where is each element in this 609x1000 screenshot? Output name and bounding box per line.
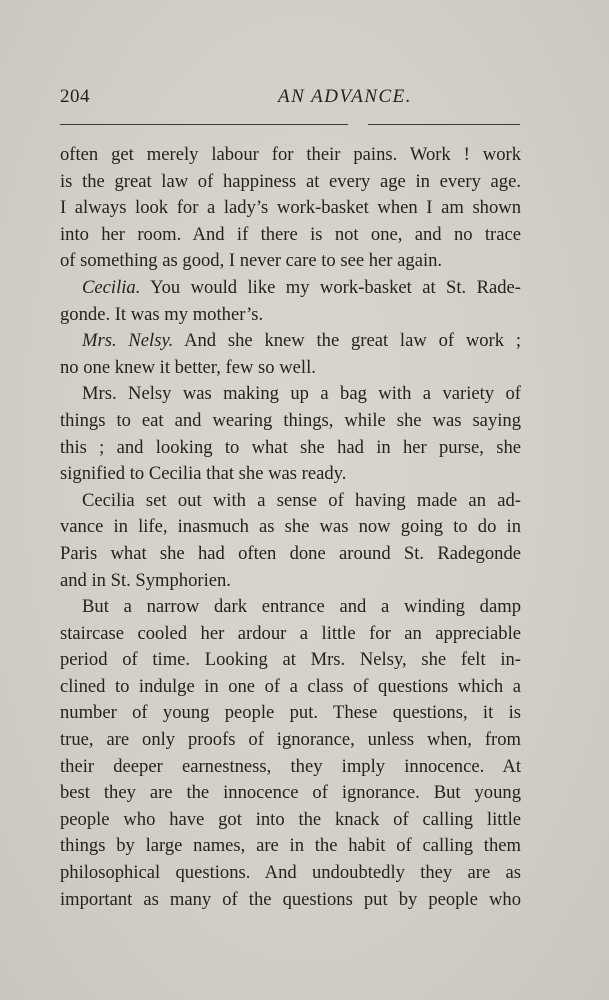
text-line: [60, 381, 521, 408]
line-text: often get merely labour for their pains. Work ! work: [60, 144, 521, 165]
text-line: [60, 195, 521, 222]
line-text: true, are only proofs of ignorance, unless when, from: [60, 729, 521, 751]
line-text: things to eat and wearing things, while she was saying: [60, 409, 521, 431]
line-text: clined to indulge in one of a class of questions which a: [60, 675, 521, 697]
line-text: gonde. It was my mother’s.: [60, 303, 264, 325]
page-number: 204: [60, 86, 90, 107]
text-line: [60, 355, 521, 382]
speaker-name: Mrs. Nelsy.: [82, 330, 174, 352]
line-text: their deeper earnestness, they imply innocence. At: [60, 755, 521, 777]
text-line: [60, 754, 521, 781]
header-rule-left: [60, 124, 348, 125]
text-line: [60, 700, 521, 727]
line-text: Cecilia set out with a sense of having made an ad-: [82, 489, 521, 511]
text-line: [60, 461, 521, 488]
text-line: [60, 435, 521, 462]
body-text: [60, 142, 521, 913]
text-line: [60, 860, 521, 887]
line-text: important as many of the questions put by people who: [60, 888, 521, 910]
line-text: staircase cooled her ardour a little for an appreciable: [60, 622, 521, 644]
header-rule-right: [368, 124, 520, 125]
line-text: philosophical questions. And undoubtedly they are as: [60, 862, 521, 884]
line-text: and in St. Symphorien.: [60, 569, 231, 591]
line-text: vance in life, inasmuch as she was now going to do in: [60, 516, 521, 538]
text-line: [60, 780, 521, 807]
line-text: is the great law of happiness at every age in every age.: [60, 170, 521, 192]
line-text: best they are the innocence of ignorance. But young: [60, 782, 521, 804]
text-line: [60, 621, 521, 648]
text-line: [60, 248, 521, 275]
line-text: Paris what she had often done around St. Radegonde: [60, 542, 521, 564]
line-text: of something as good, I never care to see her again.: [60, 250, 443, 272]
line-text: people who have got into the knack of calling little: [60, 808, 521, 830]
line-text: no one knew it better, few so well.: [60, 356, 316, 378]
page-header: [60, 86, 520, 116]
text-line: [60, 647, 521, 674]
text-line: [60, 833, 521, 860]
line-text: into her room. And if there is not one, and no trace: [60, 223, 521, 245]
text-line: [60, 568, 521, 595]
text-line: [60, 275, 521, 302]
line-text: You would like my work-basket at St. Rade-: [140, 276, 521, 298]
running-title: AN ADVANCE.: [278, 86, 413, 107]
text-line: [60, 142, 521, 169]
text-line: [60, 408, 521, 435]
text-line: [60, 488, 521, 515]
line-text: But a narrow dark entrance and a winding damp: [82, 596, 521, 618]
line-text: number of young people put. These questions, it is: [60, 702, 521, 724]
text-line: [60, 887, 521, 914]
speaker-name: Cecilia.: [82, 276, 141, 298]
line-text: signified to Cecilia that she was ready.: [60, 463, 347, 485]
line-text: things by large names, are in the habit of calling them: [60, 835, 521, 857]
text-line: [60, 328, 521, 355]
text-line: [60, 594, 521, 621]
line-text: I always look for a lady’s work-basket when I am shown: [60, 197, 521, 219]
line-text: Mrs. Nelsy was making up a bag with a variety of: [82, 383, 521, 405]
line-text: period of time. Looking at Mrs. Nelsy, she felt in-: [60, 649, 521, 671]
text-line: [60, 514, 521, 541]
text-line: [60, 807, 521, 834]
line-text: this ; and looking to what she had in her purse, she: [60, 436, 521, 458]
line-text: And she knew the great law of work ;: [173, 330, 521, 352]
text-line: [60, 727, 521, 754]
text-line: [60, 169, 521, 196]
text-line: [60, 541, 521, 568]
text-line: [60, 222, 521, 249]
text-line: [60, 674, 521, 701]
text-line: [60, 302, 521, 329]
